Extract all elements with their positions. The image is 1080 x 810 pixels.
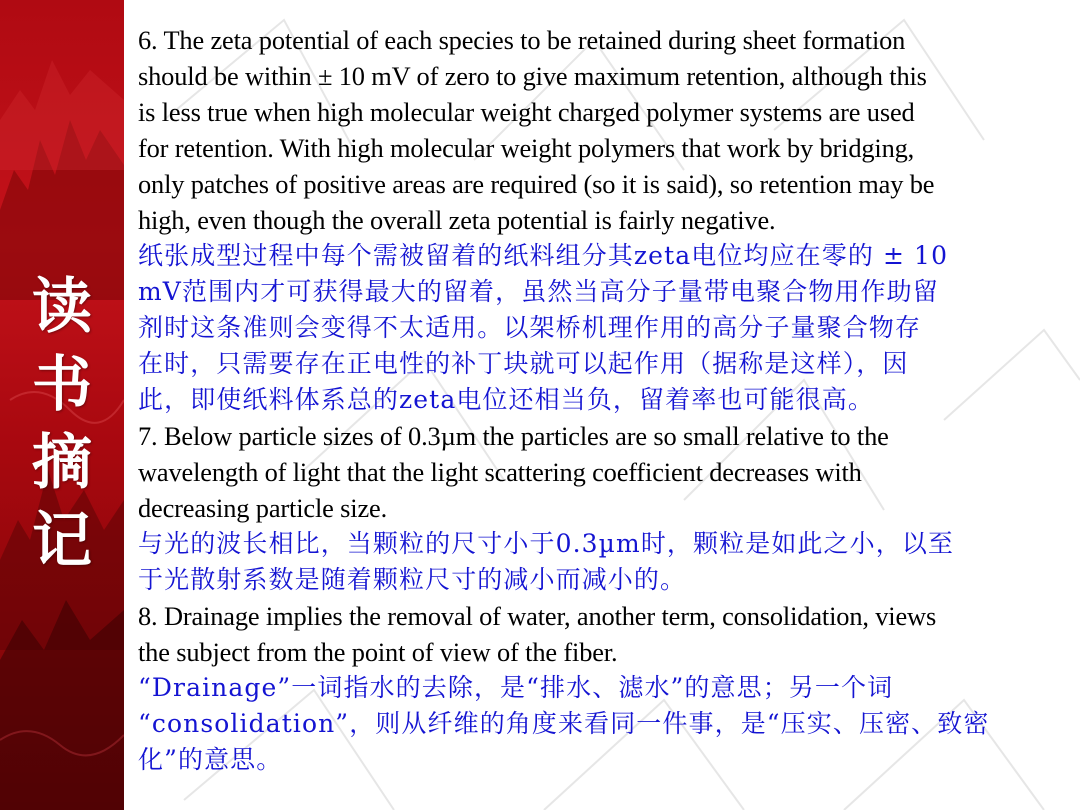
paragraph-6-english: 6. The zeta potential of each species to be retained during sheet formation should be within ± 10 mV of zero to give maximum retention, although this is less true when high molecular weight charged polymer systems are used for retention. With high molecular weight polymers that work by bridging, only patches of positive areas are required (so it is said), so retention may be high, even though the overall zeta potential is fairly negative. xyxy=(138,25,935,235)
paragraph-8-chinese: “Drainage”一词指水的去除，是“排水、滤水”的意思；另一个词 “consolidation”，则从纤维的角度来看同一件事，是“压实、压密、致密 化”的意思。 xyxy=(138,673,990,774)
sidebar-title-char: 记 xyxy=(32,506,92,576)
paragraph-7-chinese: 与光的波长相比，当颗粒的尺寸小于0.3µm时，颗粒是如此之小，以至 于光散射系数是随着颗粒尺寸的减小而减小的。 xyxy=(138,529,955,594)
sidebar-banner xyxy=(0,0,124,810)
paragraph-6-chinese: 纸张成型过程中每个需被留着的纸料组分其zeta电位均应在零的 ± 10 mV范围内才可获得最大的留着，虽然当高分子量带电聚合物用作助留 剂时这条准则会变得不太适用。以架桥机理作用的高分子量聚合物存 在时，只需要存在正电性的补丁块就可以起作用（据称是这样），因 此，即使纸料体系总的zeta电位还相当负，留着率也可能很高。 xyxy=(138,241,949,414)
paragraph-7-english: 7. Below particle sizes of 0.3µm the particles are so small relative to the wavelength of light that the light scattering coefficient decreases with decreasing particle size. xyxy=(138,421,889,523)
document-body xyxy=(138,22,1066,778)
sidebar-title-char: 书 xyxy=(32,350,92,420)
paragraph-8-english: 8. Drainage implies the removal of water, another term, consolidation, views the subject from the point of view of the fiber. xyxy=(138,601,937,667)
sidebar-title xyxy=(30,268,94,580)
sidebar-title-char: 读 xyxy=(32,272,92,342)
sidebar-title-char: 摘 xyxy=(32,428,92,498)
